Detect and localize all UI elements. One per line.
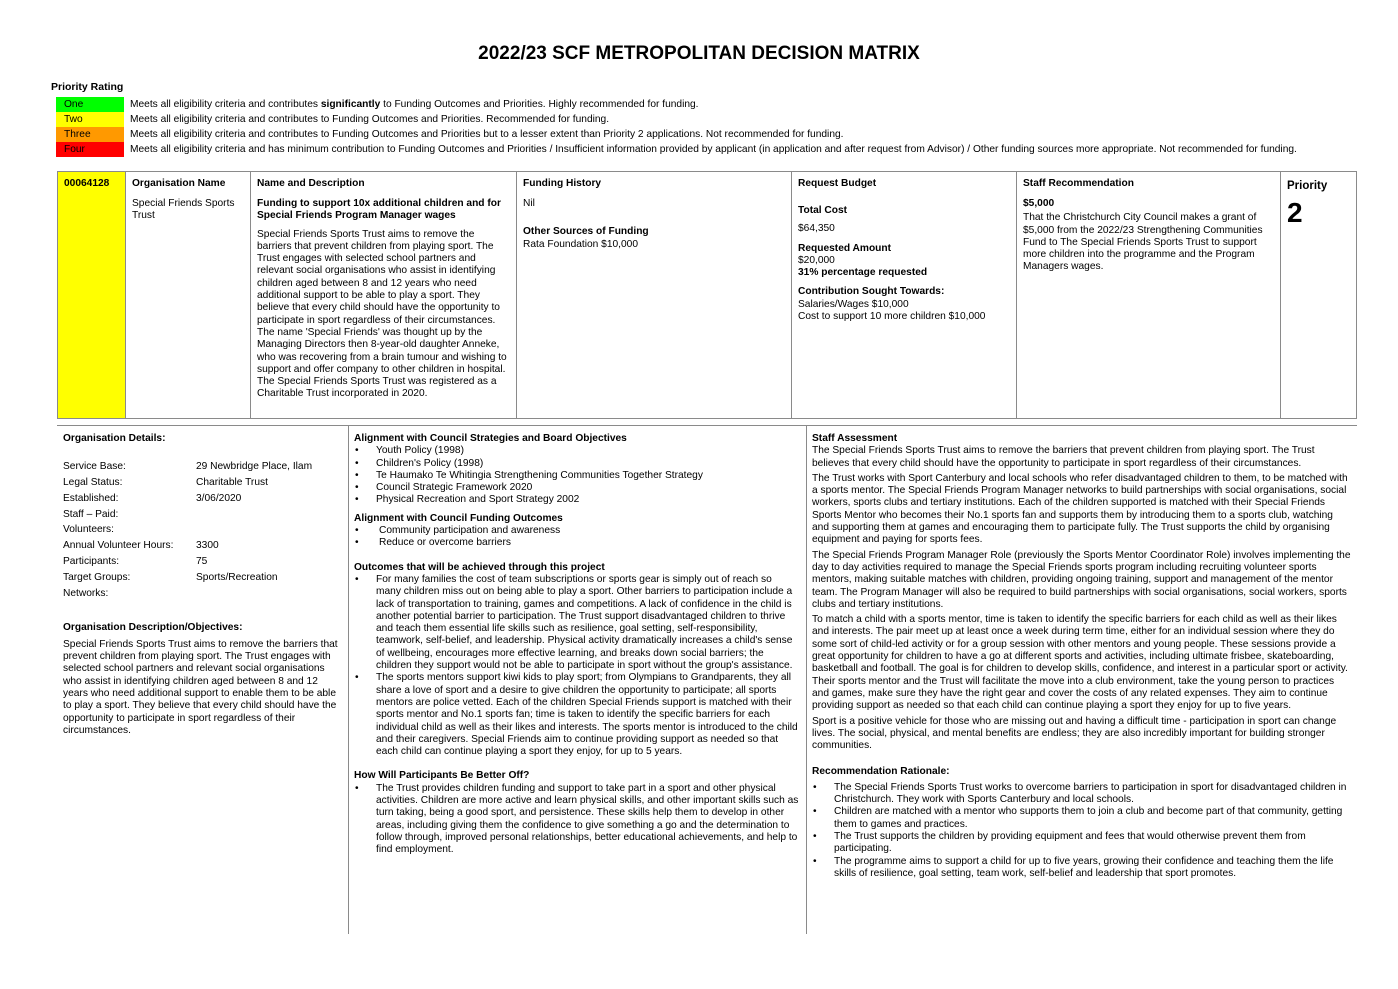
detail-value: 3300: [196, 540, 219, 552]
list-item: • Community participation and awareness: [354, 525, 799, 537]
priority-desc-four: Meets all eligibility criteria and has minimum contribution to Funding Outcomes and Priorities / Insufficient information provided by applicant (in application and after request from Advisor) / Other funding sources more appropriate. Not recommended for funding.: [130, 144, 1297, 155]
funding-history-header: Funding History: [523, 178, 602, 189]
priority-desc-emphasis: significantly: [320, 99, 381, 110]
rationale-list: [812, 782, 1352, 880]
staff-recommendation-amount: $5,000: [1023, 198, 1055, 209]
detail-key: Staff – Paid:: [63, 508, 119, 520]
name-description-cell: [250, 172, 516, 418]
total-cost: $64,350: [798, 223, 835, 235]
priority-desc-one: [130, 97, 699, 112]
project-description: Special Friends Sports Trust aims to remove the barriers that prevent children from playing sport. The Trust engages with selected school partners and relevant social organisations who assist in identifying children aged between 8 and 12 years who need additional support to be able to play a sport. They believe that every child should have the opportunity to participate in sport regardless of their circumstances. The name 'Special Friends' was thought up by the Managing Directors then 8-year-old daughter Anneke, who was recovering from a brain tumour and wishing to support and offer company to other children in hospital. The Special Friends Sports Trust was registered as a Charitable Trust incorporated in 2020.: [257, 228, 507, 400]
staff-assessment-column: [812, 433, 1352, 880]
detail-value: 29 Newbridge Place, Ilam: [196, 461, 313, 473]
organisation-name-cell: [125, 172, 250, 418]
assessment-paragraph: To match a child with a sports mentor, time is taken to identify the specific barriers for each child as well as their likes and interests. The pair meet up at least once a week during term time, either for an individual session where they do some sort of child-led activity or for a group session with other mentors and young people. These sessions provide a great opportunity for children to have a go at different sports and activities, including ultimate frisbee, skateboarding, basketball and football. The goal is for children to develop skills, confidence, and interest in a particular sport or activity. Their sports mentor and the Trust will facilitate the move into a club environment, take the young person to practices and games, make sure they have the right gear and cover the costs of any related expenses. They aim to continue providing support as needed so that each child can continue playing a sport they enjoy for up to five years.: [812, 614, 1348, 712]
assessment-paragraph: The Special Friends Program Manager Role (previously the Sports Mentor Coordinator Role) involves implementing the day to day activities required to manage the Special Friends sports program including recruiting volunteer sports mentors, making suitable matches with children, providing ongoing training, support and management of the mentor team. The Program Manager will also be required to build partnerships with social organisations, social workers, sports clubs and tertiary institutions.: [812, 549, 1351, 610]
list-item: • The Trust provides children funding and support to take part in a sport and other physical activities. Children are more active and learn physical skills, and other important skills such as turn taking, being a good sport, and persistence. These skills help them to develop in other areas, including giving them the confidence to give something a go and the determination to follow through, improved personal relationships, better educational achievements, and help to find employment.: [354, 783, 799, 857]
funding-history: Nil: [523, 198, 535, 209]
outcomes-achieved-list: [354, 574, 799, 758]
detail-row: [63, 572, 338, 588]
section-divider: [57, 425, 1357, 426]
detail-key: Networks:: [63, 587, 109, 599]
funding-outcomes-heading: Alignment with Council Funding Outcomes: [354, 512, 563, 524]
application-id-cell: [58, 172, 125, 418]
priority-swatch-three: Three: [56, 127, 124, 142]
better-off-heading: How Will Participants Be Better Off?: [354, 770, 530, 782]
list-item: • The programme aims to support a child for up to five years, growing their confidence and teaching them the life skills of resilience, goal setting, team work, self-belief and leadership that sport promotes.: [812, 856, 1352, 881]
requested-amount: $20,000: [798, 254, 835, 266]
list-item: • The Trust supports the children by providing equipment and fees that would otherwise prevent them from participating.: [812, 831, 1352, 856]
detail-value: Sports/Recreation: [196, 571, 278, 583]
better-off-list: [354, 783, 799, 857]
detail-row: [63, 461, 338, 477]
contribution-item: Cost to support 10 more children $10,000: [798, 311, 986, 323]
organisation-details-heading: Organisation Details:: [63, 433, 166, 444]
detail-key: Target Groups:: [63, 571, 131, 583]
detail-row: [63, 588, 338, 604]
detail-key: Volunteers:: [63, 524, 114, 536]
list-item: • Physical Recreation and Sport Strategy 2002: [354, 494, 799, 506]
assessment-paragraph: Sport is a positive vehicle for those who are missing out and having a difficult time - participation in sport can change lives. The social, physical, and mental benefits are endless; they are also incredibly important for building stronger communities.: [812, 715, 1337, 752]
priority-cell: [1280, 172, 1358, 418]
request-budget-cell: [791, 172, 1016, 418]
priority-rating-label: Priority Rating: [51, 81, 124, 93]
assessment-paragraph: The Special Friends Sports Trust aims to remove the barriers that prevent children from playing sport. The Trust believes that every child should have the opportunity to participate in sport regardless of their circumstances.: [812, 445, 1315, 469]
detail-row: [63, 524, 338, 540]
list-item: • Reduce or overcome barriers: [354, 537, 799, 549]
priority-desc-text: to Funding Outcomes and Priorities. Highly recommended for funding.: [380, 99, 699, 110]
requested-amount-label: Requested Amount: [798, 242, 892, 254]
project-name: Funding to support 10x additional children and for Special Friends Program Manager wages: [257, 198, 501, 222]
request-budget-header: Request Budget: [798, 178, 877, 189]
staff-recommendation-cell: [1016, 172, 1280, 418]
list-item: • The sports mentors support kiwi kids to play sport; from Olympians to Grandparents, they all share a love of sport and a desire to give children the opportunity to participate; all sports mentors are police vetted. Each of the children Special Friends support is matched with their sports mentor and No.1 sports fan; time is taken to identify the specific barriers for each individual child as well as their likes and interests. The sports mentor is introduced to the child and their caregivers. Special Friends aim to continue providing support as needed so that each child can continue playing a sport they enjoy, for up to 5 years.: [354, 672, 799, 758]
contribution-label: Contribution Sought Towards:: [798, 286, 945, 298]
list-item: • The Special Friends Sports Trust works to overcome barriers to participation in sport for disadvantaged children in Christchurch. They work with Sports Canterbury and local schools.: [812, 782, 1352, 807]
priority-swatch-four: Four: [56, 142, 124, 157]
detail-row: [63, 477, 338, 493]
detail-key: Annual Volunteer Hours:: [63, 540, 174, 552]
organisation-name-header: Organisation Name: [132, 178, 226, 189]
detail-key: Established:: [63, 492, 119, 504]
percentage-requested: 31% percentage requested: [798, 267, 928, 279]
page-title: 2022/23 SCF METROPOLITAN DECISION MATRIX: [478, 43, 920, 64]
column-divider: [806, 426, 807, 934]
other-sources-label: Other Sources of Funding: [523, 226, 649, 238]
detail-row: [63, 493, 338, 509]
detail-value: Charitable Trust: [196, 477, 268, 489]
detail-value: 3/06/2020: [196, 492, 242, 504]
priority-swatch-one: One: [56, 97, 124, 112]
organisation-description-heading: Organisation Description/Objectives:: [63, 622, 243, 634]
organisation-description: Special Friends Sports Trust aims to remove the barriers that prevent children from playing sport. The Trust engages with selected school partners and relevant social organisations who assist in identifying children aged between 8 and 12 years who need additional support to enable them to be able to play a sport. They believe that every child should have the opportunity to participate in sport regardless of their circumstances.: [63, 638, 338, 736]
priority-desc-two: Meets all eligibility criteria and contributes to Funding Outcomes and Priorities. Recommended for funding.: [130, 114, 610, 125]
rationale-heading: Recommendation Rationale:: [812, 766, 950, 778]
detail-key: Participants:: [63, 556, 120, 568]
contribution-item: Salaries/Wages $10,000: [798, 298, 909, 310]
application-id: 00064128: [64, 178, 110, 189]
staff-recommendation-text: That the Christchurch City Council makes a grant of $5,000 from the 2022/23 Strengthening Communities Fund to The Special Friends Sports Trust to support more children into the programme and the Program Managers wages.: [1023, 212, 1263, 273]
detail-value: 75: [196, 556, 208, 568]
detail-row: [63, 556, 338, 572]
staff-assessment-heading: Staff Assessment: [812, 433, 898, 444]
detail-row: [63, 509, 338, 525]
priority-desc-text: Meets all eligibility criteria and contributes: [130, 99, 321, 110]
name-description-header: Name and Description: [257, 178, 365, 189]
strategies-heading: Alignment with Council Strategies and Board Objectives: [354, 433, 627, 444]
list-item: • Youth Policy (1998): [354, 445, 799, 457]
list-item: • Te Haumako Te Whitingia Strengthening Communities Together Strategy: [354, 470, 799, 482]
total-cost-label: Total Cost: [798, 205, 848, 216]
priority-header: Priority: [1287, 180, 1328, 192]
list-item: • Children's Policy (1998): [354, 458, 799, 470]
alignment-column: [354, 433, 799, 857]
list-item: • For many families the cost of team subscriptions or sports gear is simply out of reach so many children miss out on being able to play a sport. Other barriers to participation include a lack of transportation to training, games and competitions. A lack of confidence in the child is another potential barrier to participation. The Trust support disadvantaged children to thrive and teach them essential life skills such as resilience, goal setting, self-responsibility, teamwork, self-belief, and leadership. Physical activity dramatically increases a child's sense of wellbeing, encourages more effective learning, and breaks down social barriers; the children they support would not be able to participate in sport without the group's assistance.: [354, 574, 799, 672]
priority-desc-three: Meets all eligibility criteria and contributes to Funding Outcomes and Priorities but to a lesser extent than Priority 2 applications. Not recommended for funding.: [130, 129, 844, 140]
assessment-paragraph: The Trust works with Sport Canterbury and local schools who refer disadvantaged children to them, to be matched with a sports mentor. The Special Friends Program Manager networks to build partnerships with social organisations, social workers, sports clubs and tertiary institutions. Each of the children supported is matched with their Special Friends Sports Mentor who becomes their No.1 sports fan and supports them by introducing them to a sports club, watching and supporting them at games and encouraging them to participate fully. The Trust supports the child by organising equipment and paying for sports fees.: [812, 472, 1348, 546]
column-divider: [348, 426, 349, 934]
staff-recommendation-header: Staff Recommendation: [1023, 178, 1134, 189]
organisation-name: Special Friends Sports Trust: [132, 198, 235, 222]
outcomes-achieved-heading: Outcomes that will be achieved through this project: [354, 561, 605, 573]
priority-swatch-two: Two: [56, 112, 124, 127]
other-sources: Rata Foundation $10,000: [523, 238, 638, 250]
list-item: • Children are matched with a mentor who supports them to join a club and become part of that community, getting them to games and practices.: [812, 806, 1352, 831]
detail-key: Legal Status:: [63, 477, 123, 489]
detail-key: Service Base:: [63, 461, 126, 473]
detail-row: [63, 540, 338, 556]
strategies-list: [354, 445, 799, 506]
funding-outcomes-list: [354, 525, 799, 550]
list-item: • Council Strategic Framework 2020: [354, 482, 799, 494]
application-table: [57, 171, 1357, 419]
priority-value: 2: [1287, 197, 1303, 229]
organisation-details: [63, 433, 338, 737]
funding-history-cell: [516, 172, 791, 418]
